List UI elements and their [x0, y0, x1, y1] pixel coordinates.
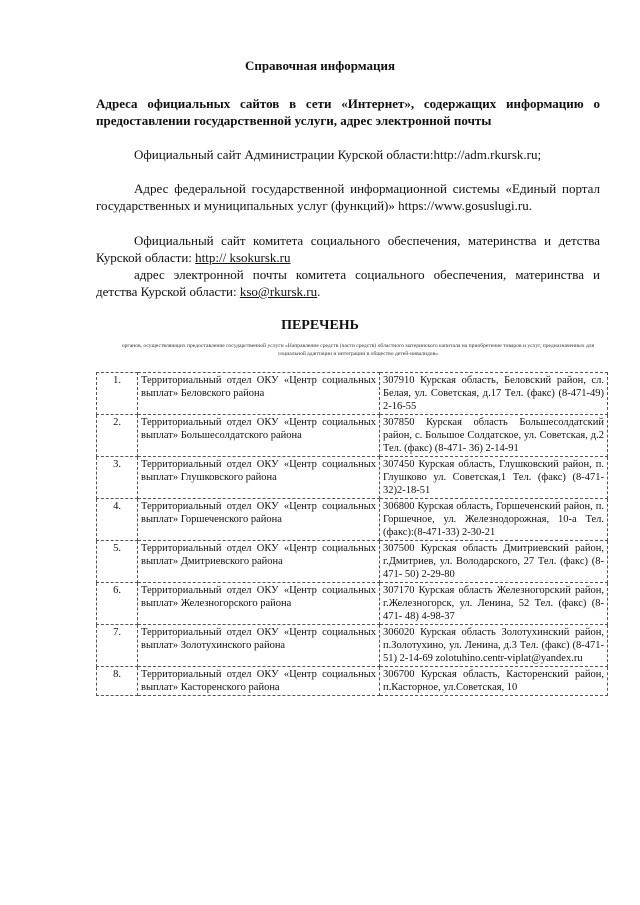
office-address: 307450 Курская область, Глушковский район, п. Глушково ул. Советская,1 Тел. (факс) (8-471-32)2-18-51 — [380, 457, 608, 499]
portal-paragraph: Адрес федеральной государственной информационной системы «Единый портал государственных и муниципальных услуг (функций)» https://www.gosuslugi.ru. — [96, 181, 600, 213]
offices-table — [96, 372, 608, 696]
row-number: 3. — [97, 457, 138, 499]
office-name: Территориальный отдел ОКУ «Центр социальных выплат» Железногорского района — [138, 583, 380, 625]
office-name: Территориальный отдел ОКУ «Центр социальных выплат» Глушковского района — [138, 457, 380, 499]
page-title: Справочная информация — [244, 58, 396, 73]
office-address: 307170 Курская область Железногорский район, г.Железногорск, ул. Ленина, 52 Тел. (факс) (8-471- 48) 4-98-37 — [380, 583, 608, 625]
office-name: Территориальный отдел ОКУ «Центр социальных выплат» Большесолдатского района — [138, 415, 380, 457]
row-number: 6. — [97, 583, 138, 625]
table-row — [97, 583, 608, 625]
row-number: 1. — [97, 373, 138, 415]
email-paragraph: адрес электронной почты комитета социального обеспечения, материнства и детства Курской области: kso@rkursk.ru. — [96, 267, 600, 299]
table-row — [97, 667, 608, 696]
committee-site-paragraph: Официальный сайт комитета социального обеспечения, материнства и детства Курской области: http:// ksokursk.ru — [96, 233, 600, 265]
row-number: 8. — [97, 667, 138, 696]
list-title: ПЕРЕЧЕНЬ — [281, 318, 359, 333]
office-address: 306700 Курская область, Касторенский район, п.Касторное, ул.Советская, 10 — [380, 667, 608, 696]
office-name: Территориальный отдел ОКУ «Центр социальных выплат» Касторенского района — [138, 667, 380, 696]
list-subtitle: органов, осуществляющих предоставление государственной услуги «Направление средств (части средств) областного материнского капитала на приобретение товаров и услуг, предназначенных для социальной адаптации и интеграции в общество детей-инвалидов» — [121, 343, 595, 357]
table-row — [97, 415, 608, 457]
office-name: Территориальный отдел ОКУ «Центр социальных выплат» Дмитриевского района — [138, 541, 380, 583]
table-row — [97, 373, 608, 415]
admin-site-paragraph: Официальный сайт Администрации Курской области:http://adm.rkursk.ru; — [134, 147, 542, 162]
row-number: 2. — [97, 415, 138, 457]
office-address: 306800 Курская область, Горшеченский район, п. Горшечное, ул. Железнодорожная, 10-а Тел. (факс):(8-471-33) 2-30-21 — [380, 499, 608, 541]
row-number: 5. — [97, 541, 138, 583]
office-address: 306020 Курская область Золотухинский район, п.Золотухино, ул. Ленина, д.3 Тел. (факс) (8-471- 51) 2-14-69 zolotuhino.centr-viplat@yandex.ru — [380, 625, 608, 667]
office-name: Территориальный отдел ОКУ «Центр социальных выплат» Золотухинского района — [138, 625, 380, 667]
table-row — [97, 457, 608, 499]
row-number: 4. — [97, 499, 138, 541]
row-number: 7. — [97, 625, 138, 667]
office-name: Территориальный отдел ОКУ «Центр социальных выплат» Беловского района — [138, 373, 380, 415]
office-address: 307500 Курская область Дмитриевский район, г.Дмитриев, ул. Володарского, 27 Тел. (факс) (8-471- 50) 2-29-80 — [380, 541, 608, 583]
table-row — [97, 625, 608, 667]
office-name: Территориальный отдел ОКУ «Центр социальных выплат» Горшеченского района — [138, 499, 380, 541]
committee-site-link[interactable]: http:// ksokursk.ru — [195, 250, 291, 265]
table-row — [97, 541, 608, 583]
section-heading: Адреса официальных сайтов в сети «Интернет», содержащих информацию о предоставлении государственной услуги, адрес электронной почты — [96, 96, 600, 128]
committee-email-link[interactable]: kso@rkursk.ru — [239, 284, 318, 299]
office-address: 307910 Курская область, Беловский район, сл. Белая, ул. Советская, д.17 Тел. (факс) (8-471-49) 2-16-55 — [380, 373, 608, 415]
table-row — [97, 499, 608, 541]
office-address: 307850 Курская область Большесолдатский район, с. Большое Солдатское, ул. Советская, д.2 Тел. (факс) (8-471- 36) 2-14-91 — [380, 415, 608, 457]
